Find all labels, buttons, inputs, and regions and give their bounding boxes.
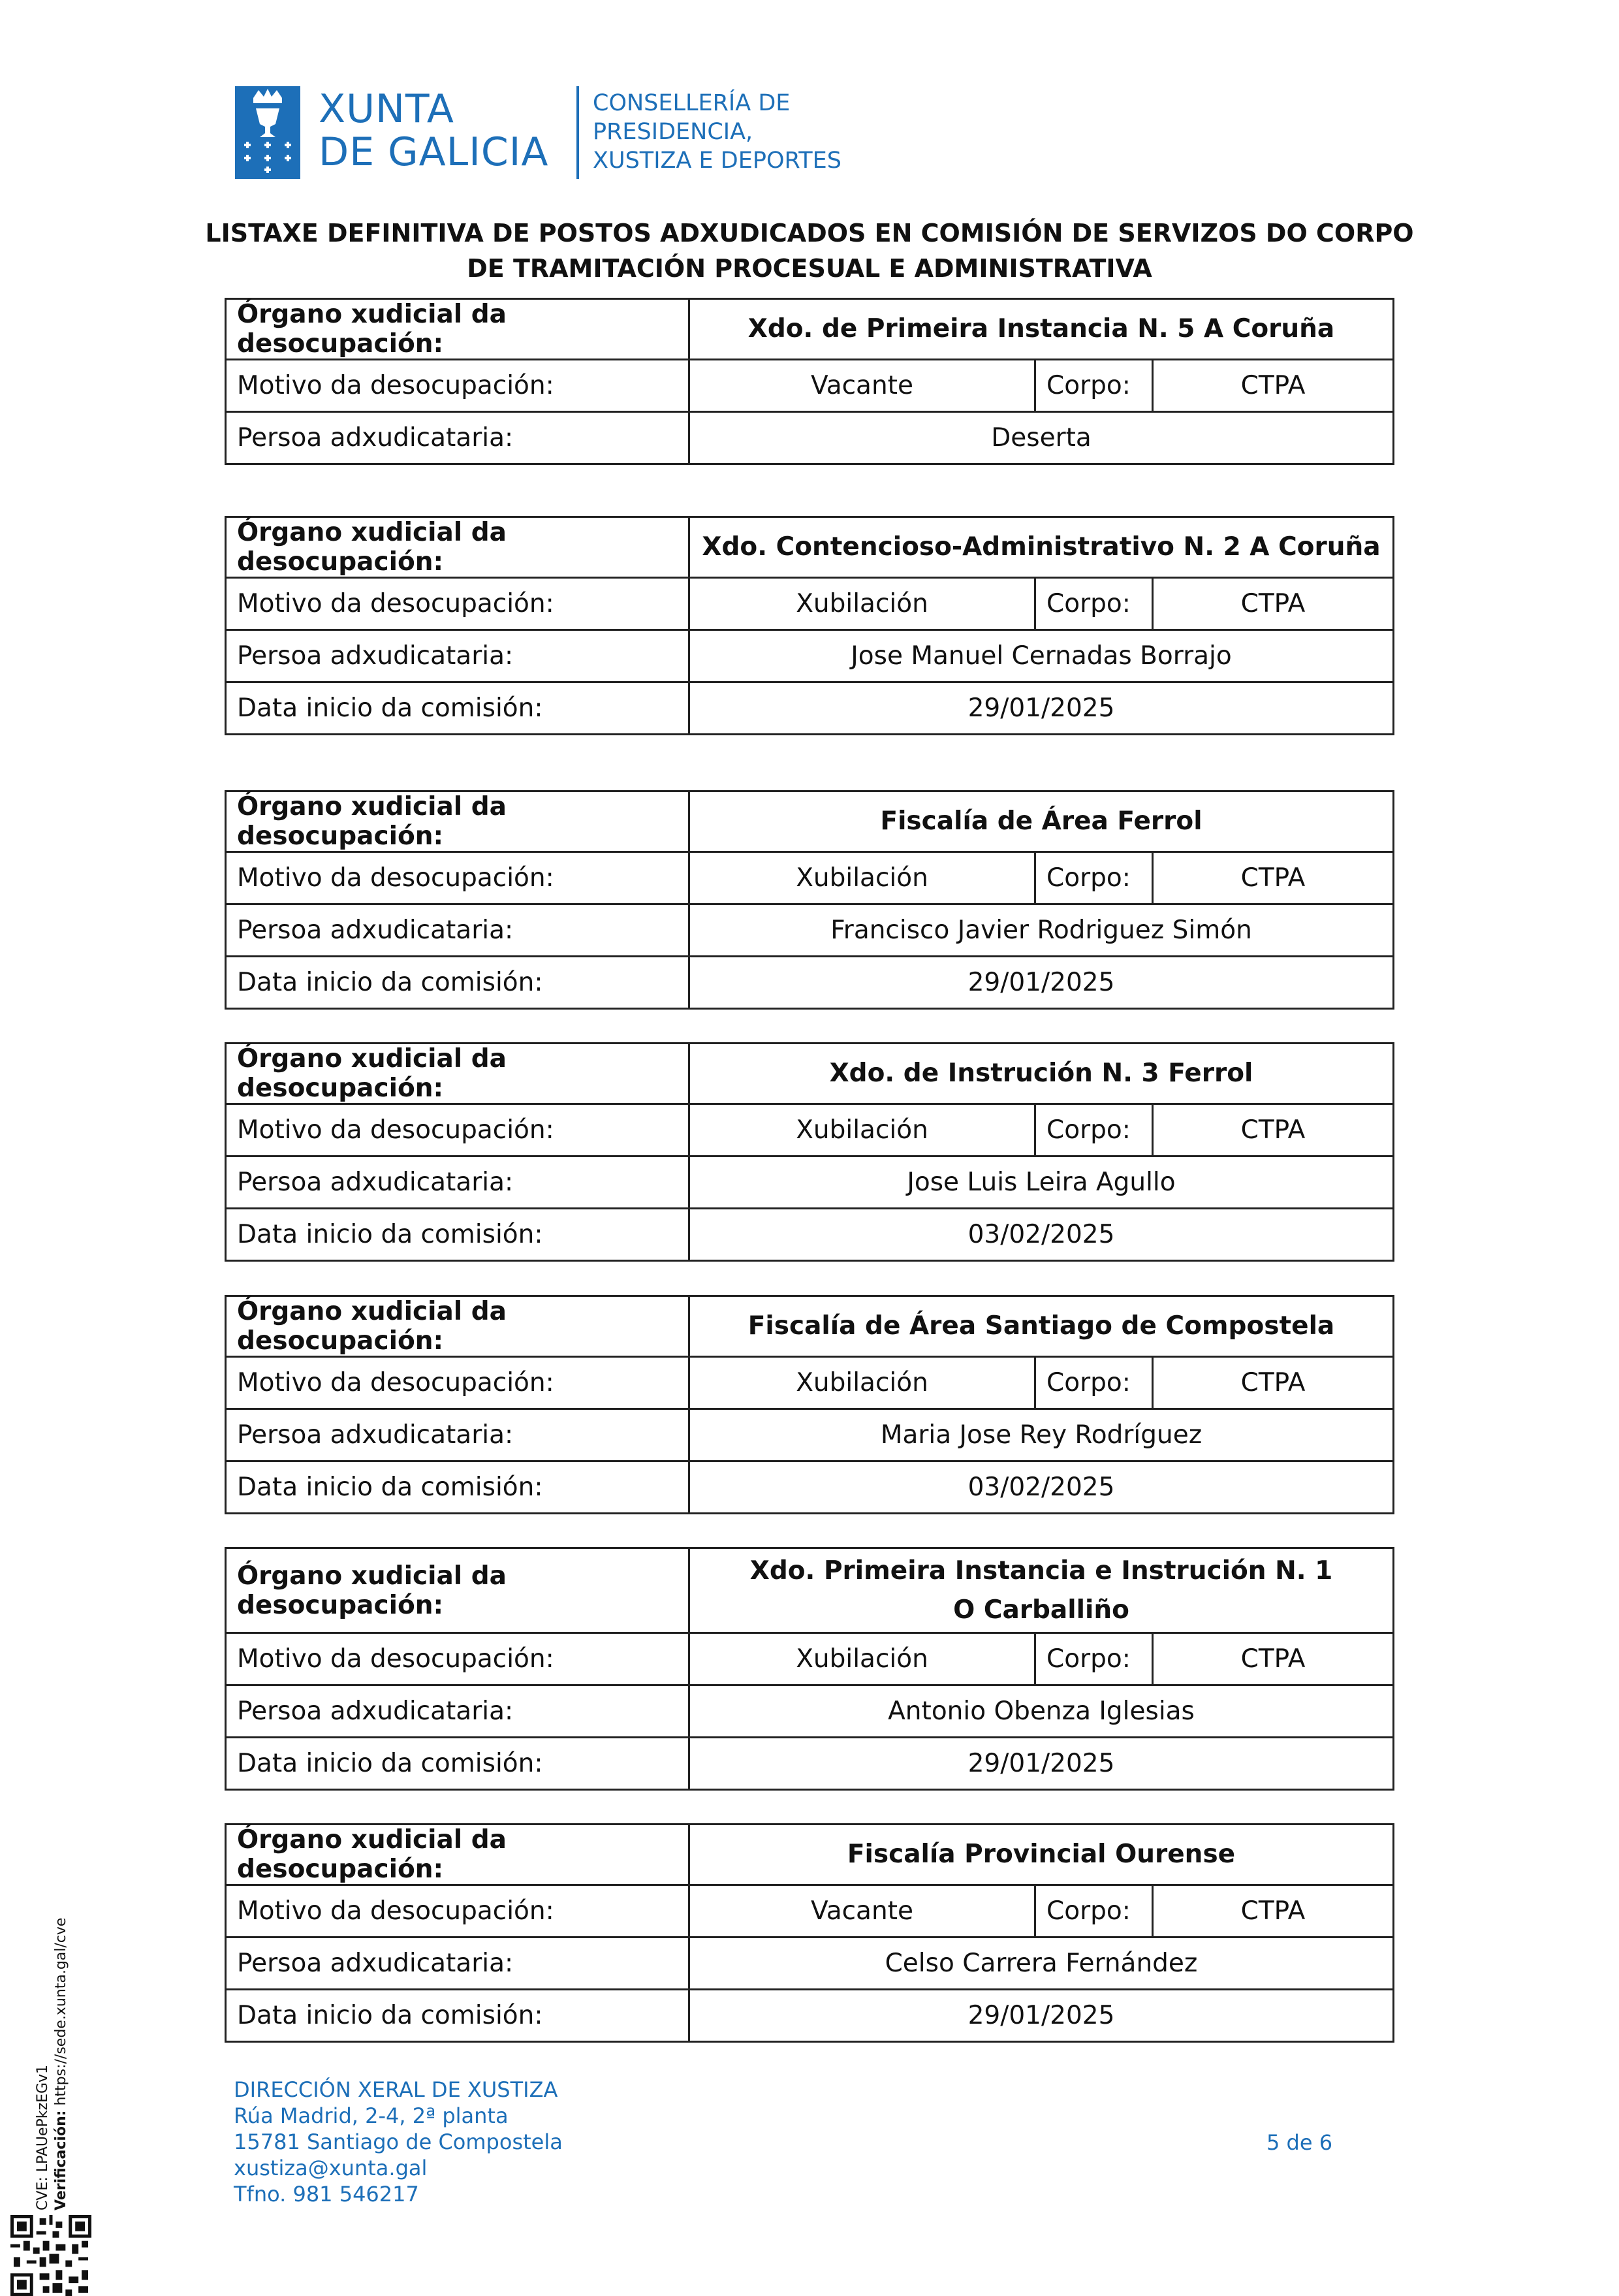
data-label: Data inicio da comisión: [226,682,689,735]
corpo-value: CTPA [1153,1633,1394,1685]
footer-email[interactable]: xustiza@xunta.gal [234,2156,428,2180]
data-value: 03/02/2025 [689,1461,1394,1514]
motivo-label: Motivo da desocupación: [226,1104,689,1156]
qr-code-icon [10,2215,91,2296]
motivo-label: Motivo da desocupación: [226,1633,689,1685]
organo-value: Fiscalía de Área Ferrol [689,791,1394,852]
document-title [196,215,1423,286]
verification-label: Verificación: [53,2110,69,2210]
footer-city: 15781 Santiago de Compostela [234,2129,563,2154]
data-row [226,1738,1394,1790]
organo-label: Órgano xudicial da desocupación: [226,1825,689,1885]
organo-row [226,791,1394,852]
corpo-label: Corpo: [1035,1885,1153,1937]
motivo-value: Vacante [689,360,1035,412]
organo-label: Órgano xudicial da desocupación: [226,791,689,852]
corpo-label: Corpo: [1035,1633,1153,1685]
organo-label: Órgano xudicial da desocupación: [226,299,689,360]
persoa-value: Antonio Obenza Iglesias [689,1685,1394,1738]
motivo-value: Xubilación [689,1104,1035,1156]
xunta-logo [235,84,888,182]
organo-value: Xdo. de Instrución N. 3 Ferrol [689,1044,1394,1104]
corpo-value: CTPA [1153,1357,1394,1409]
organo-value: Fiscalía de Área Santiago de Compostela [689,1296,1394,1357]
logo-divider [576,86,579,179]
adjudication-table [225,1042,1394,1262]
motivo-row [226,1357,1394,1409]
data-row [226,957,1394,1009]
persoa-value: Jose Manuel Cernadas Borrajo [689,630,1394,682]
organo-row [226,1296,1394,1357]
persoa-label: Persoa adxudicataria: [226,412,689,464]
data-value: 29/01/2025 [689,682,1394,735]
motivo-value: Xubilación [689,578,1035,630]
title-line-2: DE TRAMITACIÓN PROCESUAL E ADMINISTRATIVA [467,254,1152,283]
data-label: Data inicio da comisión: [226,957,689,1009]
organo-label: Órgano xudicial da desocupación: [226,1296,689,1357]
xunta-wordmark [319,88,548,174]
logo-line-1: XUNTA [319,86,454,132]
adjudication-table [225,516,1394,735]
adjudication-table [225,790,1394,1010]
data-row [226,682,1394,735]
persoa-label: Persoa adxudicataria: [226,1937,689,1990]
data-value: 03/02/2025 [689,1209,1394,1261]
organo-label: Órgano xudicial da desocupación: [226,1548,689,1633]
organo-row [226,1044,1394,1104]
motivo-label: Motivo da desocupación: [226,852,689,904]
motivo-row [226,360,1394,412]
data-value: 29/01/2025 [689,957,1394,1009]
verification-url[interactable]: https://sede.xunta.gal/cve [53,1917,69,2106]
footer-phone: Tfno. 981 546217 [234,2182,419,2207]
corpo-label: Corpo: [1035,1357,1153,1409]
verification-line [52,1918,71,2210]
persoa-label: Persoa adxudicataria: [226,1685,689,1738]
motivo-row [226,852,1394,904]
data-value: 29/01/2025 [689,1990,1394,2042]
persoa-row [226,1409,1394,1461]
corpo-value: CTPA [1153,852,1394,904]
motivo-row [226,578,1394,630]
persoa-label: Persoa adxudicataria: [226,630,689,682]
organo-value-line-2: O Carballiño [953,1595,1129,1625]
corpo-value: CTPA [1153,1104,1394,1156]
title-line-1: LISTAXE DEFINITIVA DE POSTOS ADXUDICADOS EN COMISIÓN DE SERVIZOS DO CORPO [205,219,1414,247]
data-row [226,1209,1394,1261]
data-label: Data inicio da comisión: [226,1738,689,1790]
organo-value-line-1: Xdo. Primeira Instancia e Instrución N. 1 [749,1555,1333,1586]
motivo-value: Vacante [689,1885,1035,1937]
motivo-row [226,1885,1394,1937]
motivo-label: Motivo da desocupación: [226,1885,689,1937]
organo-value: Fiscalía Provincial Ourense [689,1825,1394,1885]
persoa-label: Persoa adxudicataria: [226,904,689,957]
department-line-2: PRESIDENCIA, [593,119,753,145]
persoa-row [226,1685,1394,1738]
organo-value: Xdo. Contencioso-Administrativo N. 2 A Coruña [689,517,1394,578]
department-line-3: XUSTIZA E DEPORTES [593,148,842,174]
corpo-label: Corpo: [1035,852,1153,904]
organo-label: Órgano xudicial da desocupación: [226,1044,689,1104]
organo-row [226,1825,1394,1885]
persoa-value: Deserta [689,412,1394,464]
data-row [226,1990,1394,2042]
adjudication-table [225,1547,1394,1791]
corpo-label: Corpo: [1035,578,1153,630]
persoa-row [226,904,1394,957]
data-label: Data inicio da comisión: [226,1209,689,1261]
galicia-seal-icon [235,86,300,179]
data-value: 29/01/2025 [689,1738,1394,1790]
footer-department: DIRECCIÓN XERAL DE XUSTIZA [234,2077,558,2102]
persoa-row [226,630,1394,682]
organo-row [226,517,1394,578]
adjudication-table [225,1823,1394,2043]
footer-street: Rúa Madrid, 2-4, 2ª planta [234,2103,509,2128]
corpo-value: CTPA [1153,360,1394,412]
cve-verification [34,1918,71,2210]
organo-label: Órgano xudicial da desocupación: [226,517,689,578]
corpo-label: Corpo: [1035,360,1153,412]
footer-address [234,2077,563,2207]
adjudication-table [225,298,1394,465]
data-row [226,1461,1394,1514]
motivo-label: Motivo da desocupación: [226,360,689,412]
motivo-label: Motivo da desocupación: [226,1357,689,1409]
persoa-row [226,1156,1394,1209]
corpo-value: CTPA [1153,1885,1394,1937]
data-label: Data inicio da comisión: [226,1461,689,1514]
organo-value: Xdo. de Primeira Instancia N. 5 A Coruña [689,299,1394,360]
organo-row [226,1548,1394,1633]
corpo-label: Corpo: [1035,1104,1153,1156]
data-label: Data inicio da comisión: [226,1990,689,2042]
department-name [593,89,841,175]
persoa-value: Jose Luis Leira Agullo [689,1156,1394,1209]
department-line-1: CONSELLERÍA DE [593,90,791,116]
logo-line-2: DE GALICIA [319,129,549,175]
motivo-row [226,1633,1394,1685]
motivo-value: Xubilación [689,852,1035,904]
organo-row [226,299,1394,360]
persoa-label: Persoa adxudicataria: [226,1409,689,1461]
persoa-value: Celso Carrera Fernández [689,1937,1394,1990]
persoa-row [226,1937,1394,1990]
persoa-value: Maria Jose Rey Rodríguez [689,1409,1394,1461]
organo-value [689,1548,1394,1633]
motivo-label: Motivo da desocupación: [226,578,689,630]
motivo-row [226,1104,1394,1156]
persoa-value: Francisco Javier Rodriguez Simón [689,904,1394,957]
cve-code: CVE: LPAUePkzEGv1 [35,2064,51,2210]
corpo-value: CTPA [1153,578,1394,630]
motivo-value: Xubilación [689,1357,1035,1409]
persoa-row [226,412,1394,464]
motivo-value: Xubilación [689,1633,1035,1685]
adjudication-table [225,1295,1394,1514]
page-number: 5 de 6 [1266,2130,1333,2155]
persoa-label: Persoa adxudicataria: [226,1156,689,1209]
